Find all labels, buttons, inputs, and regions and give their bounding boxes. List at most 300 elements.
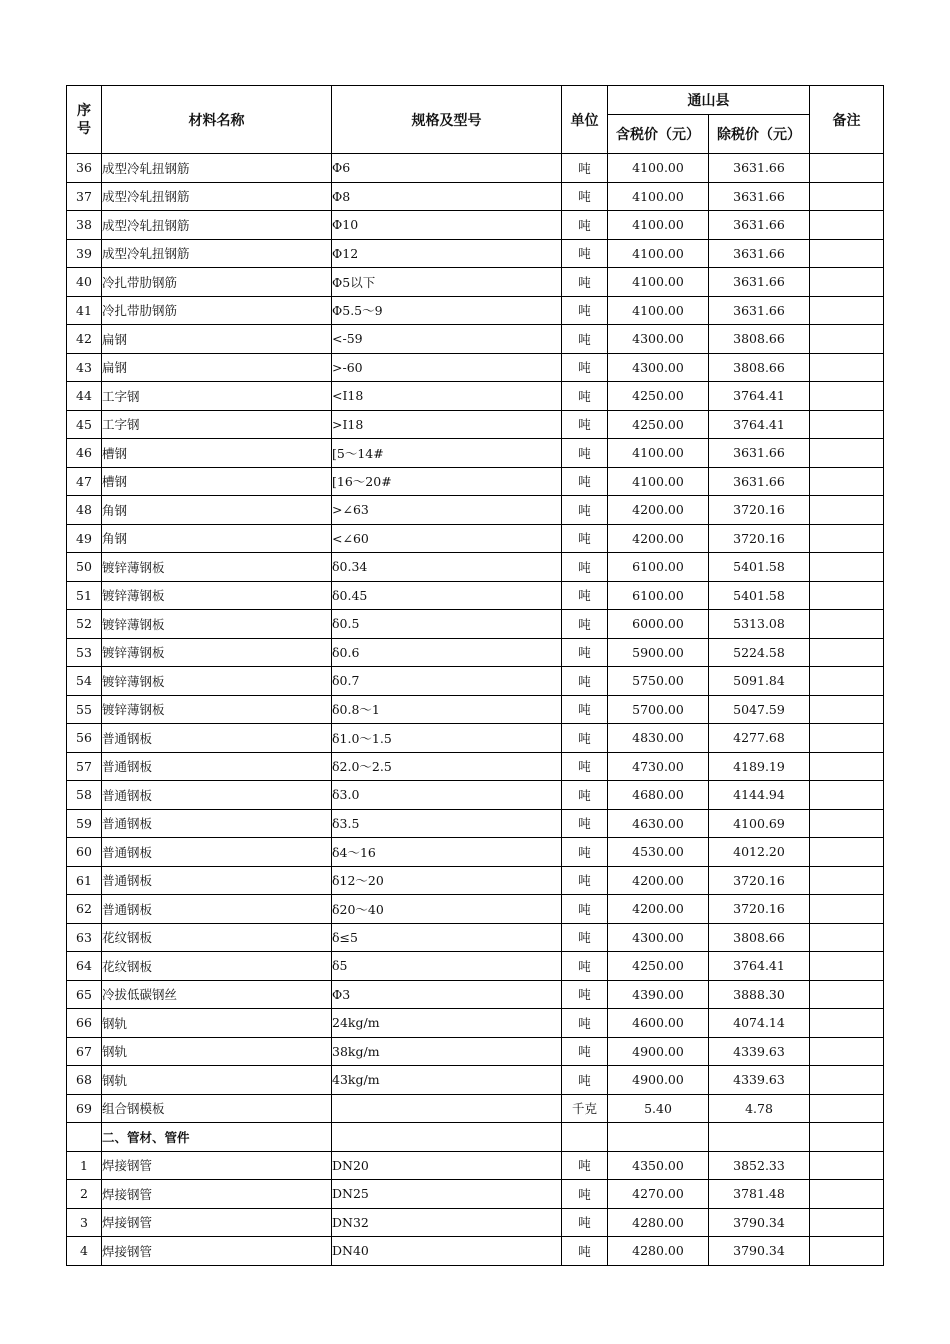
row-no: 45 [67, 410, 102, 439]
table-row [67, 268, 884, 297]
row-unit: 吨 [562, 524, 608, 553]
row-unit: 吨 [562, 1037, 608, 1066]
row-price-tax: 4900.00 [608, 1037, 709, 1066]
row-name: 普通钢板 [102, 895, 332, 924]
row-unit: 吨 [562, 667, 608, 696]
row-unit: 吨 [562, 781, 608, 810]
row-spec: DN25 [332, 1180, 562, 1209]
row-price-tax: 4830.00 [608, 724, 709, 753]
row-spec: Φ5以下 [332, 268, 562, 297]
table-body [67, 154, 884, 1266]
row-unit: 吨 [562, 895, 608, 924]
row-unit: 吨 [562, 239, 608, 268]
row-price-tax: 4200.00 [608, 496, 709, 525]
table-row [67, 496, 884, 525]
row-no: 60 [67, 838, 102, 867]
row-price-notax: 3790.34 [709, 1237, 810, 1266]
row-price-tax: 4300.00 [608, 353, 709, 382]
row-price-tax: 5900.00 [608, 638, 709, 667]
row-spec: δ0.34 [332, 553, 562, 582]
table-row [67, 1037, 884, 1066]
row-price-tax: 6000.00 [608, 610, 709, 639]
row-price-notax: 5047.59 [709, 695, 810, 724]
row-spec: δ0.6 [332, 638, 562, 667]
row-unit [562, 1123, 608, 1152]
row-note [810, 1237, 884, 1266]
header-no [67, 86, 102, 154]
row-no: 37 [67, 182, 102, 211]
row-spec: δ12～20 [332, 866, 562, 895]
row-no: 57 [67, 752, 102, 781]
row-price-tax: 4730.00 [608, 752, 709, 781]
row-price-notax: 3781.48 [709, 1180, 810, 1209]
row-unit: 吨 [562, 610, 608, 639]
row-name: 二、管材、管件 [102, 1123, 332, 1152]
table-row [67, 353, 884, 382]
row-unit: 吨 [562, 467, 608, 496]
row-note [810, 410, 884, 439]
table-row [67, 1180, 884, 1209]
row-spec: δ0.5 [332, 610, 562, 639]
row-price-tax: 4100.00 [608, 154, 709, 183]
row-spec: δ3.0 [332, 781, 562, 810]
row-spec: 24kg/m [332, 1009, 562, 1038]
row-name: 冷扎带肋钢筋 [102, 268, 332, 297]
table-row [67, 923, 884, 952]
table-row [67, 1094, 884, 1123]
row-note [810, 496, 884, 525]
row-note [810, 211, 884, 240]
table-row [67, 553, 884, 582]
row-no: 64 [67, 952, 102, 981]
row-price-notax: 3720.16 [709, 496, 810, 525]
row-unit: 吨 [562, 581, 608, 610]
row-price-notax: 3764.41 [709, 952, 810, 981]
row-no: 63 [67, 923, 102, 952]
row-spec: δ0.7 [332, 667, 562, 696]
row-no: 66 [67, 1009, 102, 1038]
row-spec: <∠60 [332, 524, 562, 553]
row-no: 65 [67, 980, 102, 1009]
row-note [810, 1009, 884, 1038]
row-spec: δ≤5 [332, 923, 562, 952]
row-name: 钢轨 [102, 1009, 332, 1038]
row-price-notax: 3631.66 [709, 154, 810, 183]
row-spec: DN32 [332, 1208, 562, 1237]
table-row [67, 610, 884, 639]
row-note [810, 1123, 884, 1152]
table-row [67, 382, 884, 411]
row-name: 焊接钢管 [102, 1237, 332, 1266]
row-price-tax: 4680.00 [608, 781, 709, 810]
row-price-tax: 4100.00 [608, 268, 709, 297]
row-note [810, 353, 884, 382]
table-row [67, 1208, 884, 1237]
table-row [67, 980, 884, 1009]
row-no: 69 [67, 1094, 102, 1123]
row-no: 44 [67, 382, 102, 411]
row-price-tax: 4300.00 [608, 923, 709, 952]
row-spec: >∠63 [332, 496, 562, 525]
table-row [67, 952, 884, 981]
table-row [67, 809, 884, 838]
row-note [810, 439, 884, 468]
row-price-tax: 4100.00 [608, 439, 709, 468]
row-note [810, 895, 884, 924]
row-unit: 吨 [562, 866, 608, 895]
row-no: 4 [67, 1237, 102, 1266]
section-row [67, 1123, 884, 1152]
row-price-notax: 3720.16 [709, 866, 810, 895]
row-note [810, 952, 884, 981]
row-note [810, 610, 884, 639]
table-row [67, 752, 884, 781]
row-unit: 吨 [562, 1066, 608, 1095]
row-no: 52 [67, 610, 102, 639]
table-row [67, 410, 884, 439]
row-spec: DN20 [332, 1151, 562, 1180]
row-spec: δ0.45 [332, 581, 562, 610]
row-spec: Φ10 [332, 211, 562, 240]
row-name: 镀锌薄钢板 [102, 610, 332, 639]
row-price-notax: 3631.66 [709, 439, 810, 468]
row-note [810, 382, 884, 411]
row-price-notax: 4339.63 [709, 1066, 810, 1095]
row-price-tax: 4100.00 [608, 211, 709, 240]
row-price-notax: 5091.84 [709, 667, 810, 696]
row-spec: δ1.0～1.5 [332, 724, 562, 753]
row-no: 61 [67, 866, 102, 895]
row-price-tax: 4280.00 [608, 1208, 709, 1237]
row-name: 槽钢 [102, 439, 332, 468]
table-row [67, 895, 884, 924]
row-spec: δ0.8～1 [332, 695, 562, 724]
table-header [67, 86, 884, 154]
table-row [67, 439, 884, 468]
row-no: 62 [67, 895, 102, 924]
row-note [810, 325, 884, 354]
table-row [67, 1009, 884, 1038]
row-name: 普通钢板 [102, 724, 332, 753]
row-note [810, 524, 884, 553]
row-unit: 吨 [562, 838, 608, 867]
row-price-tax: 4270.00 [608, 1180, 709, 1209]
row-spec: DN40 [332, 1237, 562, 1266]
table-row [67, 1151, 884, 1180]
row-note [810, 866, 884, 895]
row-price-notax: 3852.33 [709, 1151, 810, 1180]
row-note [810, 809, 884, 838]
row-price-tax: 4280.00 [608, 1237, 709, 1266]
row-note [810, 239, 884, 268]
row-price-notax: 3808.66 [709, 325, 810, 354]
row-price-notax: 4339.63 [709, 1037, 810, 1066]
row-note [810, 1151, 884, 1180]
row-name: 焊接钢管 [102, 1180, 332, 1209]
row-note [810, 980, 884, 1009]
row-price-notax: 3764.41 [709, 382, 810, 411]
row-name: 焊接钢管 [102, 1151, 332, 1180]
row-price-notax: 3631.66 [709, 211, 810, 240]
row-note [810, 724, 884, 753]
row-price-notax: 5313.08 [709, 610, 810, 639]
row-unit: 吨 [562, 296, 608, 325]
row-note [810, 268, 884, 297]
row-spec: δ3.5 [332, 809, 562, 838]
row-no: 42 [67, 325, 102, 354]
row-name: 冷拔低碳钢丝 [102, 980, 332, 1009]
row-unit: 吨 [562, 1009, 608, 1038]
row-note [810, 781, 884, 810]
row-no: 68 [67, 1066, 102, 1095]
row-note [810, 296, 884, 325]
row-price-tax: 5700.00 [608, 695, 709, 724]
row-price-notax: 3631.66 [709, 296, 810, 325]
row-price-notax: 3808.66 [709, 923, 810, 952]
table-row [67, 838, 884, 867]
row-unit: 吨 [562, 1237, 608, 1266]
row-price-tax: 4250.00 [608, 382, 709, 411]
table-row [67, 325, 884, 354]
row-unit: 吨 [562, 182, 608, 211]
row-unit: 吨 [562, 923, 608, 952]
row-price-tax: 5750.00 [608, 667, 709, 696]
row-note [810, 695, 884, 724]
row-unit: 吨 [562, 1180, 608, 1209]
row-spec: [16～20# [332, 467, 562, 496]
row-price-notax: 3631.66 [709, 467, 810, 496]
row-price-tax [608, 1123, 709, 1152]
row-price-notax: 3808.66 [709, 353, 810, 382]
row-name: 扁钢 [102, 325, 332, 354]
row-name: 普通钢板 [102, 752, 332, 781]
row-price-notax: 4012.20 [709, 838, 810, 867]
row-name: 镀锌薄钢板 [102, 553, 332, 582]
header-price-notax: 除税价（元） [709, 115, 810, 154]
row-name: 成型冷轧扭钢筋 [102, 211, 332, 240]
row-no: 36 [67, 154, 102, 183]
row-note [810, 667, 884, 696]
row-no: 56 [67, 724, 102, 753]
row-price-notax: 4144.94 [709, 781, 810, 810]
row-price-tax: 6100.00 [608, 553, 709, 582]
row-note [810, 1208, 884, 1237]
row-note [810, 581, 884, 610]
row-price-tax: 4350.00 [608, 1151, 709, 1180]
row-name: 普通钢板 [102, 838, 332, 867]
row-price-notax: 3888.30 [709, 980, 810, 1009]
row-name: 冷扎带肋钢筋 [102, 296, 332, 325]
row-name: 工字钢 [102, 382, 332, 411]
row-spec: Φ8 [332, 182, 562, 211]
row-spec: Φ3 [332, 980, 562, 1009]
row-unit: 吨 [562, 382, 608, 411]
row-no: 58 [67, 781, 102, 810]
row-price-tax: 5.40 [608, 1094, 709, 1123]
row-price-notax: 3631.66 [709, 239, 810, 268]
row-no: 40 [67, 268, 102, 297]
row-price-notax: 3631.66 [709, 182, 810, 211]
header-region: 通山县 [608, 86, 810, 115]
row-note [810, 1037, 884, 1066]
row-no: 47 [67, 467, 102, 496]
row-price-notax: 5401.58 [709, 581, 810, 610]
header-name: 材料名称 [102, 86, 332, 154]
table-row [67, 781, 884, 810]
row-no: 43 [67, 353, 102, 382]
table-row [67, 866, 884, 895]
row-note [810, 1180, 884, 1209]
row-name: 镀锌薄钢板 [102, 638, 332, 667]
row-no: 46 [67, 439, 102, 468]
row-price-tax: 6100.00 [608, 581, 709, 610]
row-no [67, 1123, 102, 1152]
row-note [810, 154, 884, 183]
row-no: 53 [67, 638, 102, 667]
row-price-tax: 4900.00 [608, 1066, 709, 1095]
row-note [810, 638, 884, 667]
row-price-notax: 3631.66 [709, 268, 810, 297]
row-no: 49 [67, 524, 102, 553]
table-row [67, 211, 884, 240]
row-price-tax: 4390.00 [608, 980, 709, 1009]
row-no: 50 [67, 553, 102, 582]
row-spec [332, 1094, 562, 1123]
table-row [67, 638, 884, 667]
table-row [67, 724, 884, 753]
table-row [67, 1237, 884, 1266]
row-note [810, 182, 884, 211]
table-row [67, 182, 884, 211]
row-spec: Φ12 [332, 239, 562, 268]
row-price-tax: 4250.00 [608, 410, 709, 439]
row-no: 2 [67, 1180, 102, 1209]
row-price-notax: 3720.16 [709, 895, 810, 924]
row-price-tax: 4200.00 [608, 866, 709, 895]
row-note [810, 553, 884, 582]
row-spec: <Ⅰ18 [332, 382, 562, 411]
row-price-tax: 4100.00 [608, 182, 709, 211]
row-spec: δ4～16 [332, 838, 562, 867]
row-unit: 吨 [562, 410, 608, 439]
row-no: 59 [67, 809, 102, 838]
row-name: 普通钢板 [102, 809, 332, 838]
row-price-notax [709, 1123, 810, 1152]
row-name: 成型冷轧扭钢筋 [102, 154, 332, 183]
row-no: 51 [67, 581, 102, 610]
row-spec: Φ6 [332, 154, 562, 183]
row-note [810, 1066, 884, 1095]
row-no: 54 [67, 667, 102, 696]
row-no: 1 [67, 1151, 102, 1180]
row-no: 39 [67, 239, 102, 268]
row-name: 镀锌薄钢板 [102, 695, 332, 724]
row-name: 钢轨 [102, 1037, 332, 1066]
row-price-notax: 3764.41 [709, 410, 810, 439]
header-spec: 规格及型号 [332, 86, 562, 154]
row-name: 花纹钢板 [102, 952, 332, 981]
row-price-tax: 4100.00 [608, 467, 709, 496]
row-unit: 千克 [562, 1094, 608, 1123]
row-spec: <-59 [332, 325, 562, 354]
row-name: 槽钢 [102, 467, 332, 496]
table-row [67, 154, 884, 183]
row-note [810, 923, 884, 952]
row-unit: 吨 [562, 553, 608, 582]
row-name: 镀锌薄钢板 [102, 667, 332, 696]
row-name: 角钢 [102, 524, 332, 553]
row-name: 普通钢板 [102, 781, 332, 810]
price-table [66, 85, 884, 1266]
row-price-notax: 5224.58 [709, 638, 810, 667]
row-unit: 吨 [562, 952, 608, 981]
row-note [810, 838, 884, 867]
table-row [67, 239, 884, 268]
row-note [810, 467, 884, 496]
row-price-tax: 4250.00 [608, 952, 709, 981]
row-price-notax: 3790.34 [709, 1208, 810, 1237]
row-price-tax: 4200.00 [608, 524, 709, 553]
row-spec: 43kg/m [332, 1066, 562, 1095]
row-price-notax: 4277.68 [709, 724, 810, 753]
row-name: 成型冷轧扭钢筋 [102, 239, 332, 268]
row-price-notax: 4100.69 [709, 809, 810, 838]
row-unit: 吨 [562, 154, 608, 183]
row-spec [332, 1123, 562, 1152]
row-spec: 38kg/m [332, 1037, 562, 1066]
row-unit: 吨 [562, 353, 608, 382]
row-name: 普通钢板 [102, 866, 332, 895]
table-row [67, 467, 884, 496]
row-spec: >Ⅰ18 [332, 410, 562, 439]
row-unit: 吨 [562, 980, 608, 1009]
row-unit: 吨 [562, 268, 608, 297]
row-unit: 吨 [562, 638, 608, 667]
row-unit: 吨 [562, 809, 608, 838]
table-row [67, 667, 884, 696]
row-price-tax: 4100.00 [608, 296, 709, 325]
row-note [810, 752, 884, 781]
header-no-label: 序号 [77, 102, 91, 137]
row-name: 组合钢模板 [102, 1094, 332, 1123]
table-row [67, 296, 884, 325]
row-name: 工字钢 [102, 410, 332, 439]
row-name: 钢轨 [102, 1066, 332, 1095]
row-no: 48 [67, 496, 102, 525]
row-no: 38 [67, 211, 102, 240]
row-spec: δ20～40 [332, 895, 562, 924]
row-price-notax: 4074.14 [709, 1009, 810, 1038]
row-price-notax: 3720.16 [709, 524, 810, 553]
row-name: 扁钢 [102, 353, 332, 382]
row-no: 41 [67, 296, 102, 325]
row-no: 3 [67, 1208, 102, 1237]
table-row [67, 695, 884, 724]
row-name: 焊接钢管 [102, 1208, 332, 1237]
row-price-notax: 4.78 [709, 1094, 810, 1123]
row-name: 花纹钢板 [102, 923, 332, 952]
table-row [67, 1066, 884, 1095]
row-price-notax: 5401.58 [709, 553, 810, 582]
row-name: 成型冷轧扭钢筋 [102, 182, 332, 211]
row-spec: [5～14# [332, 439, 562, 468]
header-price-tax: 含税价（元） [608, 115, 709, 154]
row-no: 67 [67, 1037, 102, 1066]
row-name: 镀锌薄钢板 [102, 581, 332, 610]
row-unit: 吨 [562, 211, 608, 240]
row-unit: 吨 [562, 752, 608, 781]
row-price-tax: 4300.00 [608, 325, 709, 354]
